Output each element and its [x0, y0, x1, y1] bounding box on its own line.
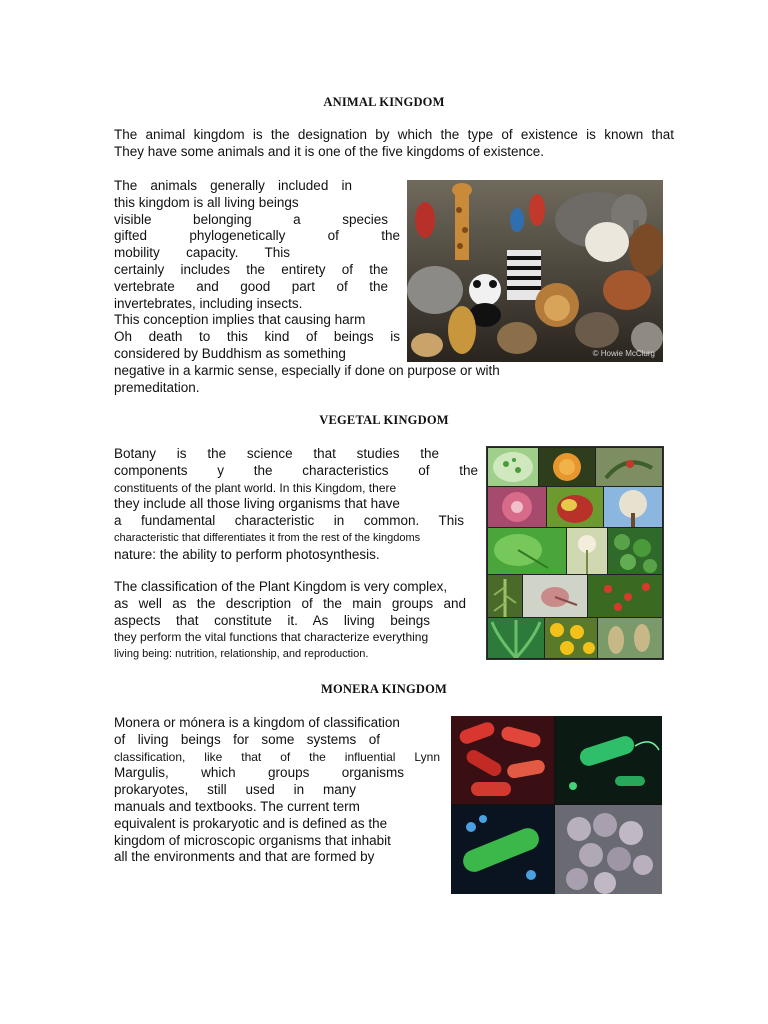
text-line: living being: nutrition, relationship, and reproduction.: [114, 648, 369, 661]
plant-cell-image: [567, 528, 607, 574]
plant-cell-image: [547, 487, 603, 527]
plant-cell-image: [608, 528, 662, 574]
text-line: This conception implies that causing harm: [114, 312, 366, 328]
text-line: manuals and textbooks. The current term: [114, 798, 360, 814]
plant-cell-image: [488, 448, 538, 486]
monera-kingdom-heading: MONERA KINGDOM: [320, 682, 448, 696]
text-line: The animals generally included in: [114, 178, 352, 193]
monera-body: [114, 715, 444, 866]
text-line: all the environments and that are formed by: [114, 849, 375, 865]
text-line: considered by Buddhism as something: [114, 345, 346, 361]
text-line: constituents of the plant world. In this Kingdom, there: [114, 480, 397, 495]
bacteria-cell-image: [555, 716, 662, 804]
vegetal-paragraph-2: [114, 579, 484, 663]
animal-intro: [114, 127, 674, 161]
text-line: as well as the description of the main groups and: [114, 595, 466, 611]
text-line: gifted phylogenetically of the: [114, 228, 400, 244]
bacteria-cell-image: [555, 805, 662, 894]
plant-collage-image: [486, 446, 664, 660]
plant-cell-image: [523, 575, 587, 617]
text-line: certainly includes the entirety of the: [114, 261, 388, 277]
vegetal-kingdom-heading: VEGETAL KINGDOM: [319, 413, 449, 427]
plant-cell-image: [488, 618, 544, 658]
text-line: a fundamental characteristic in common. This: [114, 513, 464, 529]
text-line: invertebrates, including insects.: [114, 295, 303, 311]
animal-body: [114, 178, 400, 363]
text-line: they include all those living organisms that have: [114, 496, 400, 512]
animal-kingdom-heading: ANIMAL KINGDOM: [323, 95, 445, 109]
text-line: mobility capacity. This: [114, 245, 290, 261]
text-line: Oh death to this kind of beings is: [114, 329, 400, 345]
image-credit: © Howie McClurg: [592, 349, 655, 358]
bacteria-cell-image: [451, 716, 554, 804]
text-line: classification, like that of the influential Lynn: [114, 749, 440, 764]
text-line: premeditation.: [114, 379, 200, 395]
text-line: Monera or mónera is a kingdom of classification: [114, 715, 400, 730]
vegetal-paragraph-1: [114, 446, 482, 564]
text-line: characteristic that differentiates it from the rest of the kingdoms: [114, 531, 421, 544]
text-line: visible belonging a species: [114, 211, 388, 227]
bacteria-cell-image: [451, 805, 554, 894]
animal-collage-graphic: [407, 180, 663, 362]
text-line: They have some animals and it is one of the five kingdoms of existence.: [114, 143, 544, 159]
plant-cell-image: [588, 575, 662, 617]
plant-cell-image: [596, 448, 662, 486]
text-line: vertebrate and good part of the: [114, 278, 388, 294]
text-line: this kingdom is all living beings: [114, 194, 299, 210]
text-line: The animal kingdom is the designation by which the type of existence is known that: [114, 127, 674, 142]
text-line: kingdom of microscopic organisms that inhabit: [114, 832, 391, 848]
plant-cell-image: [488, 528, 566, 574]
text-line: The classification of the Plant Kingdom is very complex,: [114, 579, 448, 594]
plant-cell-image: [488, 575, 522, 617]
text-line: they perform the vital functions that characterize everything: [114, 630, 429, 645]
plant-cell-image: [598, 618, 662, 658]
plant-cell-image: [539, 448, 595, 486]
text-line: Margulis, which groups organisms: [114, 765, 404, 781]
plant-cell-image: [604, 487, 662, 527]
text-line: Botany is the science that studies the: [114, 446, 439, 461]
monera-collage-image: [451, 716, 662, 894]
text-line: equivalent is prokaryotic and is defined as the: [114, 815, 388, 831]
text-line: of living beings for some systems of: [114, 731, 380, 747]
plant-cell-image: [488, 487, 546, 527]
animal-body-continued: [114, 363, 634, 397]
plant-cell-image: [545, 618, 597, 658]
animal-collage-image: [407, 180, 663, 362]
text-line: aspects that constitute it. As living beings: [114, 612, 430, 628]
text-line: prokaryotes, still used in many: [114, 782, 356, 798]
text-line: negative in a karmic sense, especially if done on purpose or with: [114, 362, 500, 378]
text-line: nature: the ability to perform photosynthesis.: [114, 546, 380, 562]
text-line: components y the characteristics of the: [114, 462, 478, 478]
